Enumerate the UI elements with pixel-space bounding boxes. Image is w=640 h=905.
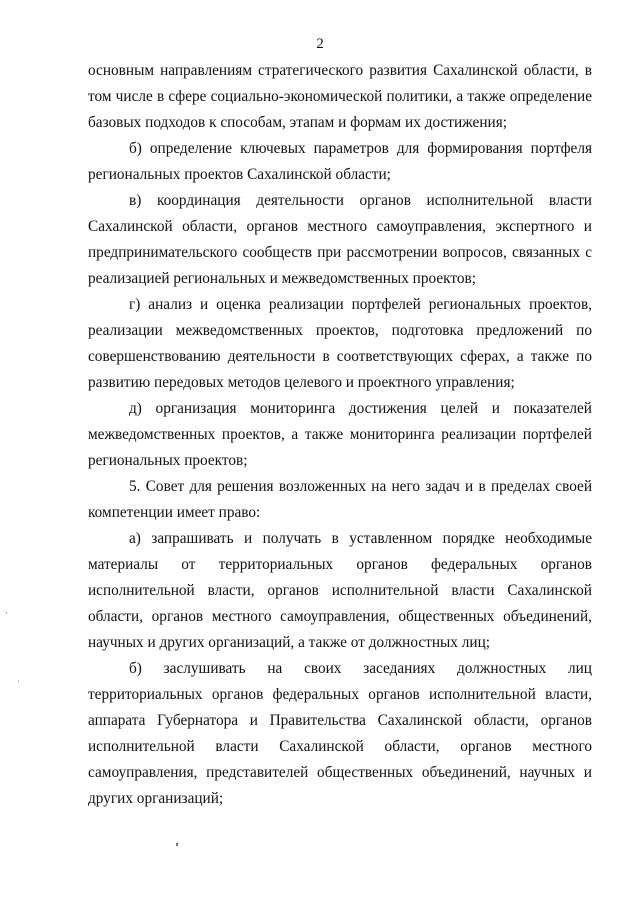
scan-speck [176,843,178,846]
paragraph-strategic-directions [88,58,592,136]
text-line: базовых подходов к способам, этапам и формам их достижения; [88,114,507,131]
text-line: других организаций; [88,790,224,807]
text-line: б) заслушивать на своих заседаниях должностных лиц [129,660,592,677]
text-line: компетенции имеет право: [88,504,261,521]
paragraph-item-v [88,188,592,292]
scan-speck [18,680,19,682]
paragraph-item-b [88,136,592,188]
document-body [88,58,592,812]
text-line: б) определение ключевых параметров для формирования портфеля [129,140,592,157]
text-line: совершенствованию деятельности в соответствующих сферах, а также по [88,348,592,365]
text-line: научных и других организаций, а также от должностных лиц; [88,634,491,651]
paragraph-item-d [88,396,592,474]
text-line: реализацией региональных и межведомственных проектов; [88,270,476,287]
text-line: развитию передовых методов целевого и проектного управления; [88,374,515,391]
text-line: 5. Совет для решения возложенных на него задач и в пределах своей [129,478,592,495]
text-line: основным направлениям стратегического развития Сахалинской области, в [88,62,592,79]
text-line: области, органов местного самоуправления, общественных объединений, [88,608,592,625]
text-line: аппарата Губернатора и Правительства Сахалинской области, органов [88,712,592,729]
text-line: межведомственных проектов, а также мониторинга реализации портфелей [88,426,592,443]
text-line: региональных проектов Сахалинской области; [88,166,391,183]
text-line: в) координация деятельности органов исполнительной власти [129,192,592,209]
text-line: материалы от территориальных органов федеральных органов [88,556,592,573]
text-line: а) запрашивать и получать в уставленном порядке необходимые [129,530,592,547]
paragraph-item-g [88,292,592,396]
text-line: предпринимательского сообществ при рассмотрении вопросов, связанных с [88,244,592,261]
text-line: том числе в сфере социально-экономической политики, а также определение [88,88,592,105]
paragraph-section-5 [88,474,592,526]
text-line: исполнительной власти, органов исполнительной власти Сахалинской [88,582,592,599]
text-line: г) анализ и оценка реализации портфелей региональных проектов, [129,296,592,313]
text-line: д) организация мониторинга достижения целей и показателей [129,400,592,417]
text-line: исполнительной власти Сахалинской области, органов местного [88,738,592,755]
text-line: реализации межведомственных проектов, подготовка предложений по [88,322,592,339]
paragraph-right-a [88,526,592,656]
text-line: региональных проектов; [88,452,248,469]
page-number: 2 [316,36,324,52]
text-line: территориальных органов федеральных органов исполнительной власти, [88,686,592,703]
scan-speck [6,612,7,614]
text-line: самоуправления, представителей общественных объединений, научных и [88,764,592,781]
paragraph-right-b [88,656,592,812]
text-line: Сахалинской области, органов местного самоуправления, экспертного и [88,218,592,235]
